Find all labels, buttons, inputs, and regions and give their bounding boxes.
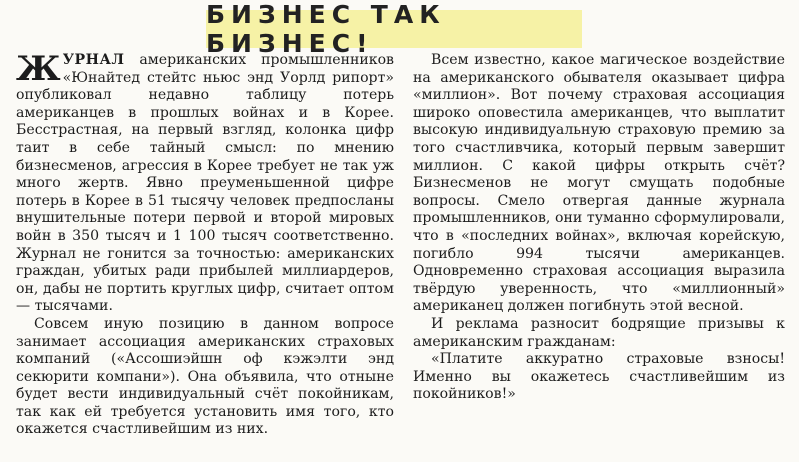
article-headline: БИЗНЕС ТАК БИЗНЕС! [206, 10, 582, 48]
left-column [16, 49, 394, 439]
right-paragraph-3: «Платите аккуратно страховые взносы! Именно вы окажетесь счастливейшим из покойников!» [413, 351, 785, 403]
left-paragraph-1-text: американских промышленников «Юнайтед стейтс ньюс энд Уорлд рипорт» опубликовал недавно таблицу потерь американцев в прошлых войнах и в Корее. Бесстрастная, на первый взгляд, колонка цифр таит в себе тайный смысл: по мнению бизнесменов, агрессия в Корее требует не так уж много жертв. Явно преуменьшенной цифре потерь в Корее в 51 тысячу человек предпосланы внушительные потери первой и второй мировых войн в 350 тысяч и 1 100 тысяч соответственно. Журнал не гонится за точностью: американских граждан, убитых ради прибылей миллиардеров, он, дабы не портить круглых цифр, считает оптом — тысячами. [16, 52, 394, 315]
right-paragraph-1: Всем известно, какое магическое воздействие на американского обывателя оказывает цифра «миллион». Вот почему страховая ассоциация широко оповестила американцев, что выплатит высокую индивидуальную страховую премию за того счастливчика, который первым завершит миллион. С какой цифры открыть счёт? Бизнесменов не могут смущать подобные вопросы. Смело отвергая данные журнала промышленников, они туманно сформулировали, что в «последних войнах», включая корейскую, погибло 994 тысячи американцев. Одновременно страховая ассоциация выразила твёрдую уверенность, что «миллионный» американец должен погибнуть этой весной. [413, 52, 785, 315]
left-paragraph-1 [16, 49, 394, 316]
right-paragraph-2: И реклама разносит бодрящие призывы к американским гражданам: [413, 315, 785, 350]
lead-word: УРНАЛ [62, 52, 125, 68]
right-column [413, 52, 785, 404]
left-paragraph-2: Совсем иную позицию в данном вопросе занимает ассоциация американских страховых компаний («Ассошиэйшн оф кэжэлти энд секюрити компани»). Она объявила, что отныне будет вести индивидуальный счёт покойникам, так как ей требуется установить имя того, кто окажется счастливейшим из них. [16, 315, 394, 438]
drop-cap: Ж [16, 49, 61, 89]
